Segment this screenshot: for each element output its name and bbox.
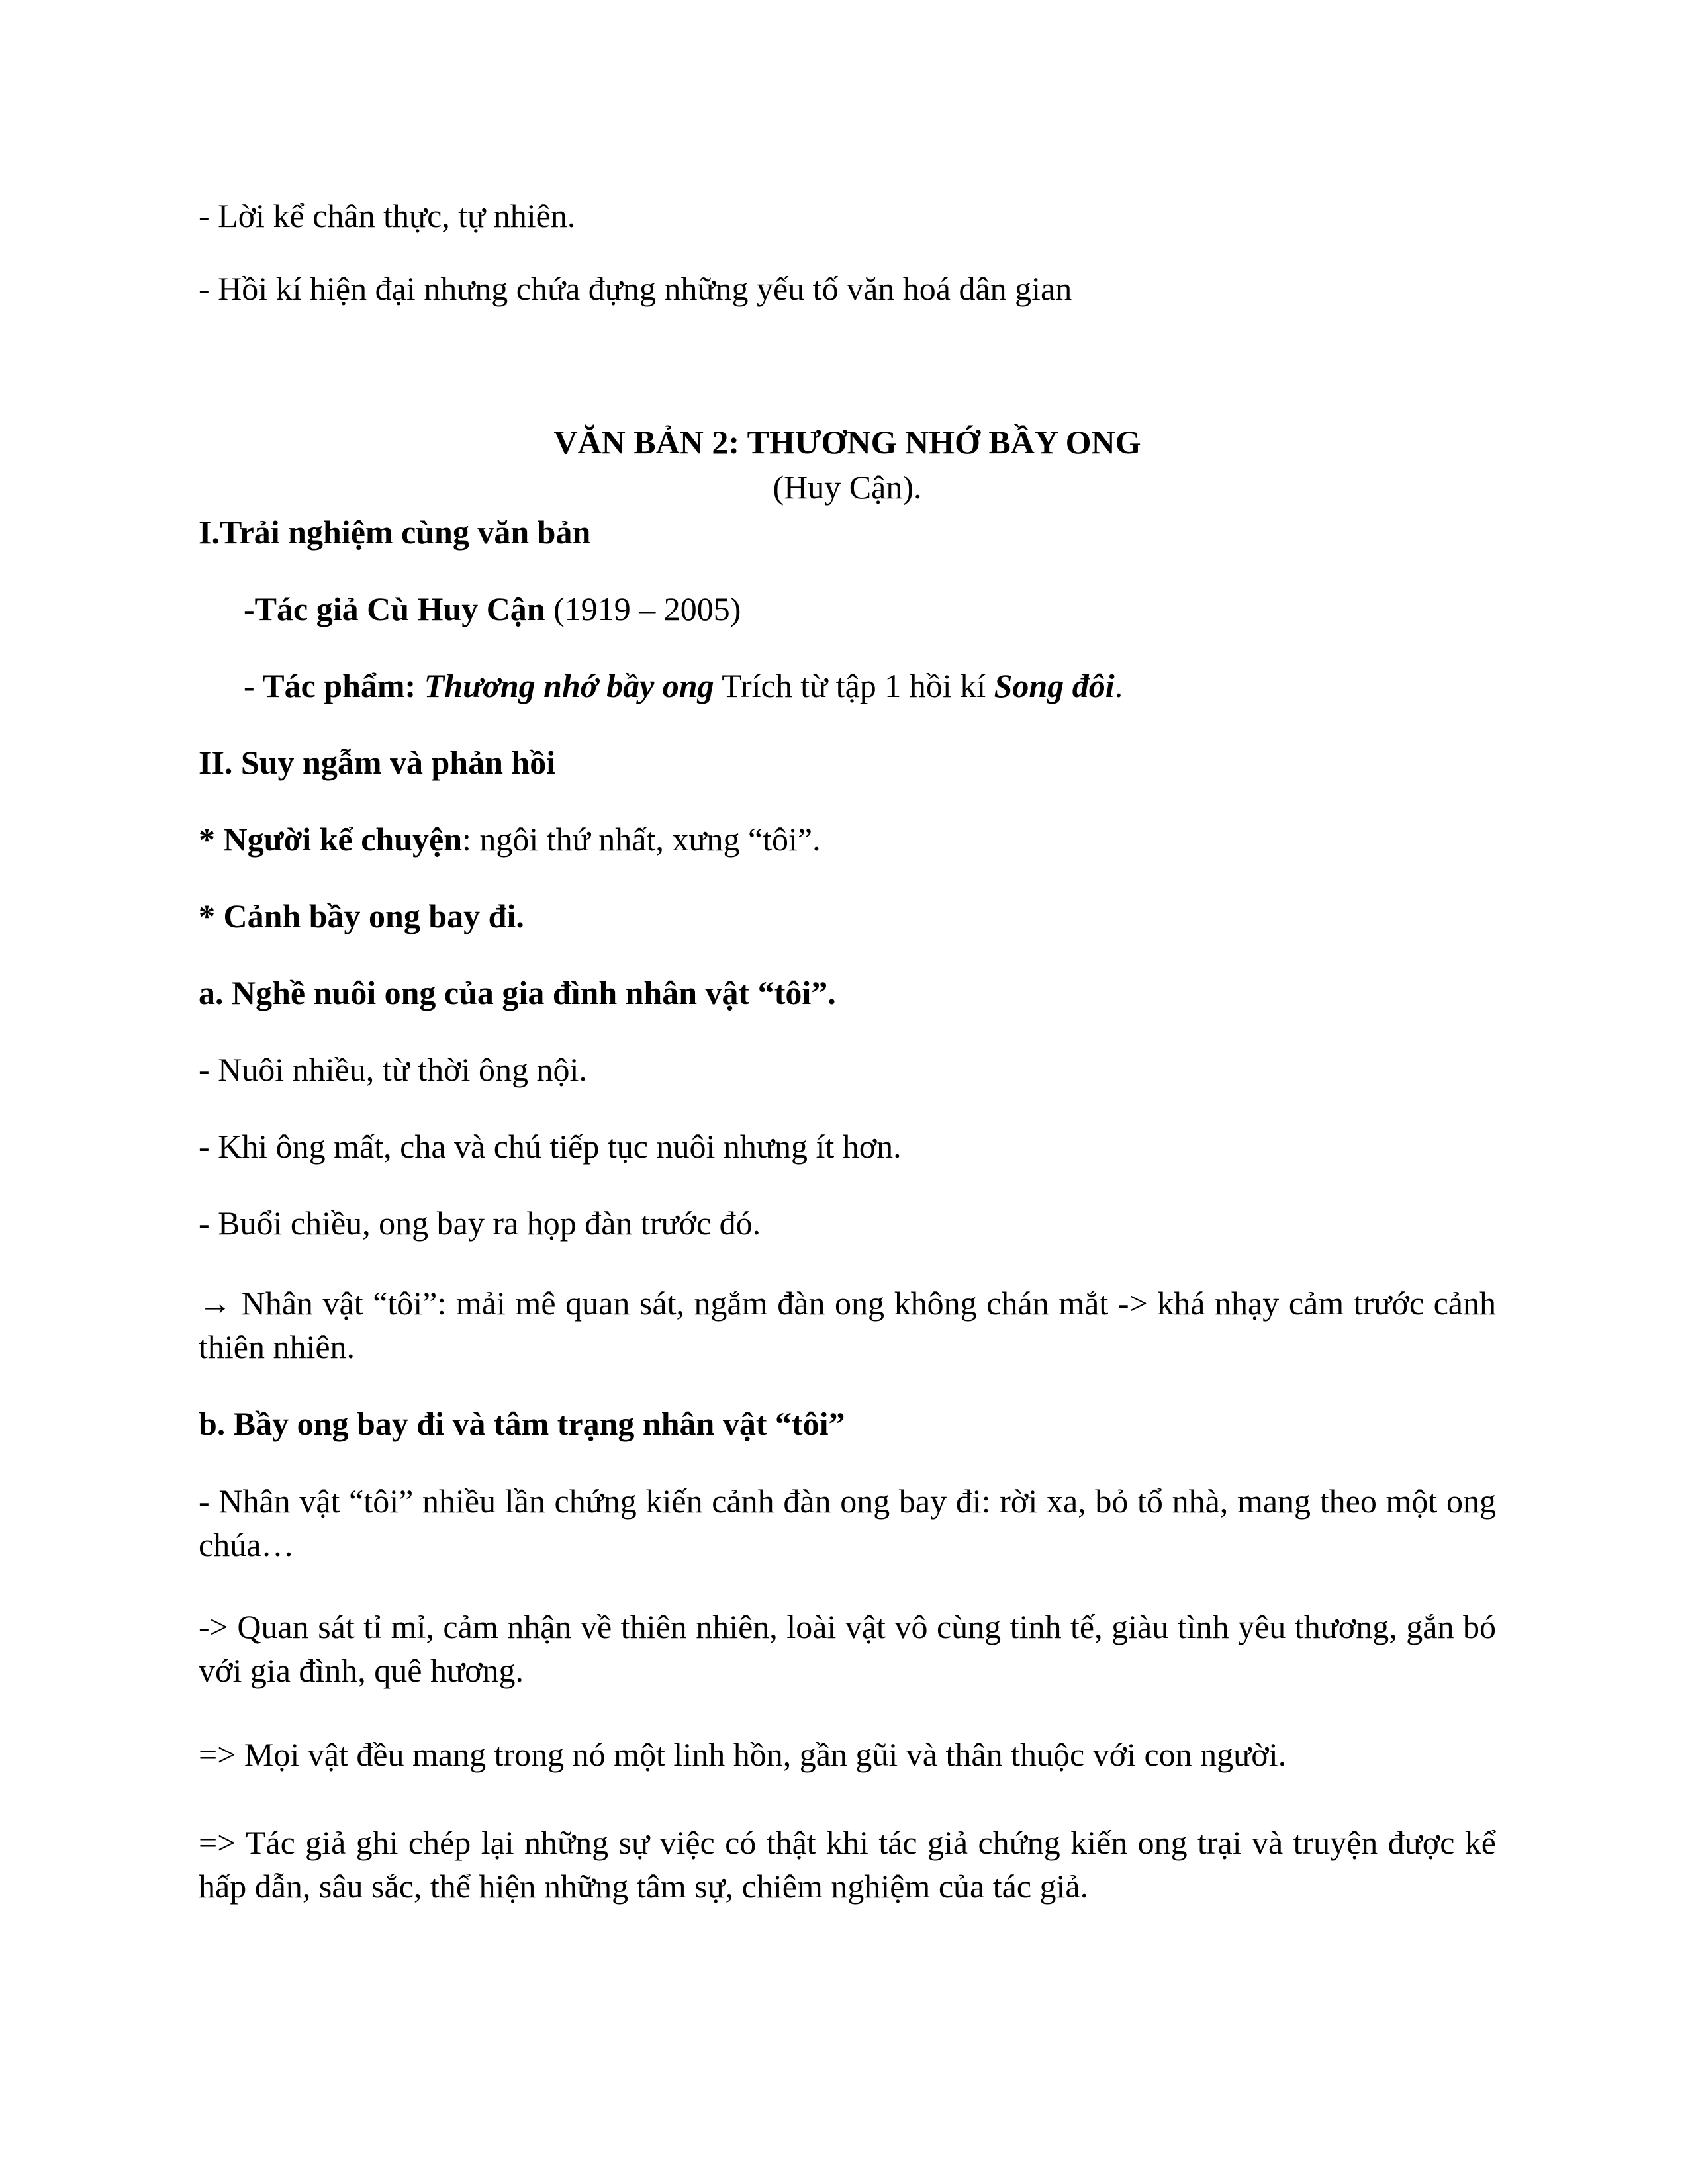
document-subtitle: (Huy Cận). <box>773 469 922 506</box>
text-paragraph: -> Quan sát tỉ mỉ, cảm nhận về thiên nhiên, loài vật vô cùng tinh tế, giàu tình yêu thương, gắn bó với gia đình, quê hương. <box>199 1608 1496 1689</box>
text-line: - Lời kể chân thực, tự nhiên. <box>199 197 576 234</box>
text-paragraph: => Tác giả ghi chép lại những sự việc có thật khi tác giả chứng kiến ong trại và truyện được kể hấp dẫn, sâu sắc, thể hiện những tâm sự, chiêm nghiệm của tác giả. <box>199 1824 1496 1905</box>
subsection-heading <box>199 894 1496 938</box>
title-text: VĂN BẢN 2: THƯƠNG NHỚ BẦY ONG <box>553 424 1141 461</box>
text-paragraph: → Nhân vật “tôi”: mải mê quan sát, ngắm đàn ong không chán mắt -> khá nhạy cảm trước cảnh thiên nhiên. <box>199 1285 1496 1365</box>
text-line: - Hồi kí hiện đại nhưng chứa đựng những yếu tố văn hoá dân gian <box>199 270 1072 307</box>
work-line <box>244 664 1541 707</box>
text-line: - Nuôi nhiều, từ thời ông nội. <box>199 1051 587 1088</box>
author-label: -Tác giả Cù Huy Cận <box>244 590 545 627</box>
section-heading <box>199 510 1496 554</box>
subsection-heading-text: * Cảnh bầy ong bay đi. <box>199 897 524 934</box>
work-end: . <box>1114 667 1123 704</box>
subsection-heading <box>199 1402 1496 1445</box>
author-line <box>244 587 1541 631</box>
section-heading <box>199 741 1496 784</box>
work-title: Thương nhớ bầy ong <box>424 667 714 704</box>
subsection-heading <box>199 971 1496 1015</box>
work-book: Song đôi <box>994 667 1115 704</box>
text-paragraph: - Nhân vật “tôi” nhiều lần chứng kiến cảnh đàn ong bay đi: rời xa, bỏ tổ nhà, mang theo một ong chúa… <box>199 1482 1496 1563</box>
subsection-heading-text: b. Bầy ong bay đi và tâm trạng nhân vật “tôi” <box>199 1405 845 1442</box>
text-line: - Khi ông mất, cha và chú tiếp tục nuôi nhưng ít hơn. <box>199 1128 902 1165</box>
author-years: (1919 – 2005) <box>545 590 741 627</box>
document-title <box>199 420 1496 464</box>
work-mid: Trích từ tập 1 hồi kí <box>714 667 994 704</box>
section-heading-text: I.Trải nghiệm cùng văn bản <box>199 514 591 551</box>
work-label: - Tác phẩm: <box>244 667 424 704</box>
text-line: - Buổi chiều, ong bay ra họp đàn trước đó. <box>199 1205 761 1242</box>
narrator-text: : ngôi thứ nhất, xưng “tôi”. <box>462 821 821 858</box>
subsection-heading-text: a. Nghề nuôi ong của gia đình nhân vật “tôi”. <box>199 974 836 1011</box>
narrator-label: * Người kể chuyện <box>199 821 462 858</box>
section-heading-text: II. Suy ngẫm và phản hồi <box>199 744 556 781</box>
text-line: => Mọi vật đều mang trong nó một linh hồn, gần gũi và thân thuộc với con người. <box>199 1736 1287 1773</box>
narrator-line <box>199 817 1496 861</box>
